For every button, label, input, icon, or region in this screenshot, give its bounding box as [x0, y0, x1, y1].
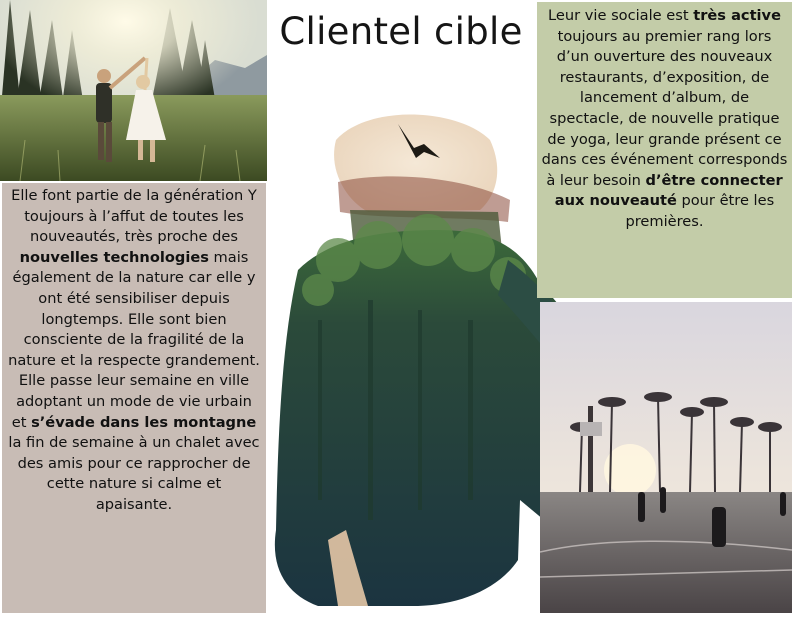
- right-text-part-3: pour être les premières.: [625, 192, 775, 230]
- right-text-part-2: toujours au premier rang lors d’un ouverture des nouveaux restaurants, d’exposition, de lancement d’album, de spectacle, de nouvelle pratique de yoga, leur grande présent ce dans ces événement corresponds à leur besoin: [541, 27, 788, 189]
- right-text-part-1: Leur vie sociale est: [548, 7, 694, 24]
- court-palms-illustration: [540, 302, 792, 613]
- left-description-panel: [2, 183, 266, 613]
- right-text-highlight-connecter: d’être connecter aux nouveauté: [554, 171, 783, 210]
- left-text-part-2: mais également de la nature car elle y ont été sensibiliser depuis longtemps. Elle sont bien consciente de la fragilité de la nature et la respecte grandement. Elle passe leur semaine en ville adoptant un mode de vie urbain et: [8, 248, 260, 431]
- left-text-part-3: la fin de semaine à un chalet avec des amis pour ce rapprocher de cette nature si calme et apaisante.: [8, 434, 260, 513]
- page-title: Clientel cible: [279, 10, 523, 53]
- basketball-court-photo: [540, 302, 792, 613]
- left-text-part-1: Elle font partie de la génération Y toujours à l’affut de toutes les nouveautés, très proche des: [11, 187, 257, 246]
- left-text-highlight-montagne: s’évade dans les montagne: [31, 413, 257, 431]
- right-description-panel: [537, 2, 792, 298]
- couple-meadow-illustration: [0, 0, 267, 181]
- couple-meadow-photo: [0, 0, 267, 181]
- right-text-highlight-active: très active: [693, 7, 781, 24]
- left-text-highlight-technologies: nouvelles technologies: [19, 248, 209, 266]
